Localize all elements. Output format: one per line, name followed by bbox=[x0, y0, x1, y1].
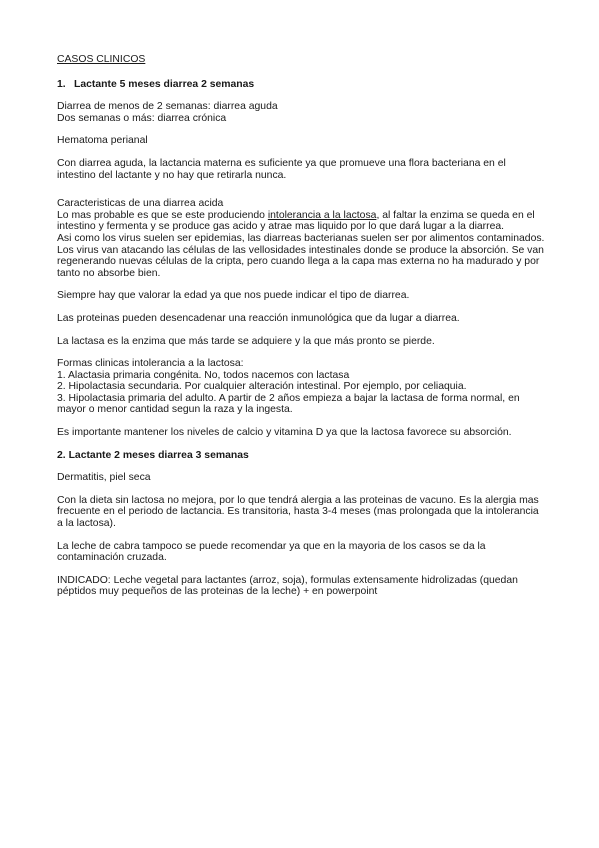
dieta-paragraph: Con la dieta sin lactosa no mejora, por lo que tendrá alergia a las proteinas de vacuno. Es la alergia mas frecuente en el periodo de lactancia. Es transitoria, hasta 3-4 meses (mas prolongada que la intolerancia a la lactosa). bbox=[57, 494, 539, 530]
forma-item-3: 3. Hipolactasia primaria del adulto. A partir de 2 años empieza a bajar la lactasa de forma normal, en mayor o menor cantidad segun la raza y la ingesta. bbox=[57, 392, 520, 416]
cabra-paragraph: La leche de cabra tampoco se puede recomendar ya que en la mayoria de los casos se da la contaminación cruzada. bbox=[57, 540, 486, 564]
caract-post: , al faltar la enzima se queda en el intestino y fermenta y se produce gas acido y atrae mas liquido por lo que dará lugar a la diarrea. bbox=[57, 209, 535, 233]
case-2-heading bbox=[57, 450, 547, 462]
caracteristicas-title: Caracteristicas de una diarrea acida bbox=[57, 198, 224, 210]
indicado-paragraph: INDICADO: Leche vegetal para lactantes (arroz, soja), formulas extensamente hidrolizadas (quedan péptidos muy pequeños de las proteinas de la leche) + en powerpoint bbox=[57, 574, 518, 598]
case-1-heading-text: Lactante 5 meses diarrea 2 semanas bbox=[74, 78, 255, 90]
virus-paragraph-2: Los virus van atacando las células de las vellosidades intestinales donde se produce la absorción. Se van regenerando nuevas células de la cripta, pero cuando llega a la capa mas externa no ha madurado y por tanto no absorbe bien. bbox=[57, 244, 544, 279]
case-1-heading bbox=[57, 79, 547, 91]
case-2-number: 2. bbox=[57, 449, 66, 461]
lactasa-paragraph: La lactasa es la enzima que más tarde se adquiere y la que más pronto se pierde. bbox=[57, 335, 435, 347]
intolerancia-lactosa-term: intolerancia a la lactosa bbox=[267, 209, 377, 221]
caract-pre: Lo mas probable es que se este produciendo bbox=[57, 209, 268, 221]
formas-clinicas bbox=[57, 358, 547, 416]
diarrea-cronica-line: Dos semanas o más: diarrea crónica bbox=[57, 112, 227, 124]
proteinas-paragraph: Las proteinas pueden desencadenar una reacción inmunológica que da lugar a diarrea. bbox=[57, 312, 460, 324]
siempre-paragraph: Siempre hay que valorar la edad ya que nos puede indicar el tipo de diarrea. bbox=[57, 290, 410, 302]
document-page bbox=[57, 54, 547, 609]
diarrea-aguda-line: Diarrea de menos de 2 semanas: diarrea aguda bbox=[57, 101, 278, 113]
diarrea-definitions bbox=[57, 101, 547, 124]
lactancia-paragraph: Con diarrea aguda, la lactancia materna es suficiente ya que promueve una flora bacteriana en el intestino del lactante y no hay que retirarla nunca. bbox=[57, 157, 506, 181]
caracteristicas-paragraph bbox=[57, 210, 547, 233]
virus-paragraph-1: Asi como los virus suelen ser epidemias, las diarreas bacterianas suelen ser por alimentos contaminados. bbox=[57, 232, 545, 244]
case-1-number: 1. bbox=[57, 78, 66, 90]
formas-title: Formas clinicas intolerancia a la lactosa: bbox=[57, 358, 244, 370]
document-title: CASOS CLINICOS bbox=[57, 54, 146, 65]
case-2-heading-text: Lactante 2 meses diarrea 3 semanas bbox=[68, 449, 249, 461]
forma-item-1: 1. Alactasia primaria congénita. No, todos nacemos con lactasa bbox=[57, 369, 350, 381]
forma-item-2: 2. Hipolactasia secundaria. Por cualquier alteración intestinal. Por ejemplo, por celiaquia. bbox=[57, 381, 467, 393]
calcio-paragraph: Es importante mantener los niveles de calcio y vitamina D ya que la lactosa favorece su absorción. bbox=[57, 427, 512, 439]
dermatitis-line: Dermatitis, piel seca bbox=[57, 472, 151, 484]
hematoma-line: Hematoma perianal bbox=[57, 135, 148, 147]
